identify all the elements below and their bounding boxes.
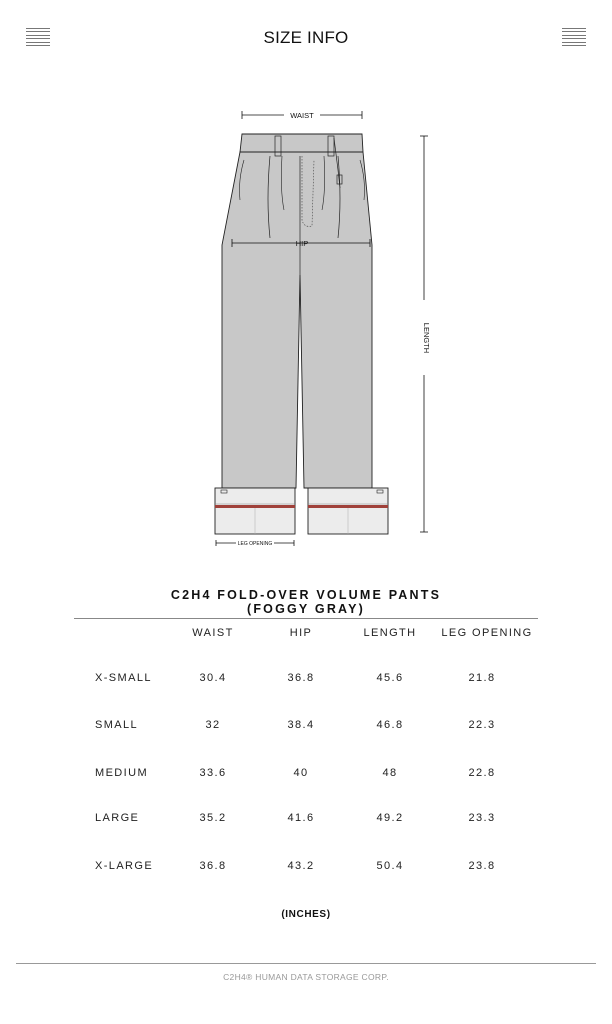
leg-opening-dimension [216,538,294,547]
table-cell: 41.6 [287,812,315,824]
column-header: HIP [289,627,313,639]
table-cell: 36.8 [287,672,315,684]
right-cuff [308,488,388,534]
table-cell: 30.4 [199,672,227,684]
footer-text: C2H4® HUMAN DATA STORAGE CORP. [223,972,389,982]
product-title: C2H4 FOLD-OVER VOLUME PANTS [170,588,442,602]
pants-body [222,134,372,488]
table-cell: 43.2 [287,860,315,872]
hip-label: HIP [295,239,309,248]
table-cell: 36.8 [199,860,227,872]
table-cell: 21.8 [468,672,496,684]
table-cell: 22.3 [468,719,496,731]
table-cell: 23.8 [468,860,496,872]
table-cell: 49.2 [376,812,404,824]
table-top-rule [74,618,538,619]
table-row-size: LARGE [95,812,140,824]
table-row-size: X-LARGE [95,860,154,872]
column-header: LENGTH [363,627,417,639]
hamburger-menu-icon[interactable] [562,28,586,46]
table-cell: 23.3 [468,812,496,824]
column-header: LEG OPENING [441,627,533,639]
left-cuff [215,488,295,534]
table-cell: 46.8 [376,719,404,731]
length-dimension [420,136,431,532]
waist-dimension [242,109,362,121]
table-cell: 48 [382,767,398,779]
table-cell: 45.6 [376,672,404,684]
table-cell: 38.4 [287,719,315,731]
footer-rule [16,963,596,964]
units-note: (INCHES) [281,909,331,920]
product-subtitle: (FOGGY GRAY) [246,602,366,616]
leg-opening-label: LEG OPENING [237,541,273,547]
page-title: SIZE INFO [263,28,349,47]
pants-diagram [200,100,450,560]
table-cell: 50.4 [376,860,404,872]
table-cell: 35.2 [199,812,227,824]
table-row-size: SMALL [95,719,139,731]
table-row-size: X-SMALL [95,672,152,684]
waist-label: WAIST [290,111,314,120]
column-header: WAIST [192,627,234,639]
table-cell: 40 [293,767,309,779]
table-row-size: MEDIUM [95,767,149,779]
table-cell: 32 [205,719,221,731]
table-cell: 33.6 [199,767,227,779]
length-label: LENGTH [422,322,431,354]
table-cell: 22.8 [468,767,496,779]
